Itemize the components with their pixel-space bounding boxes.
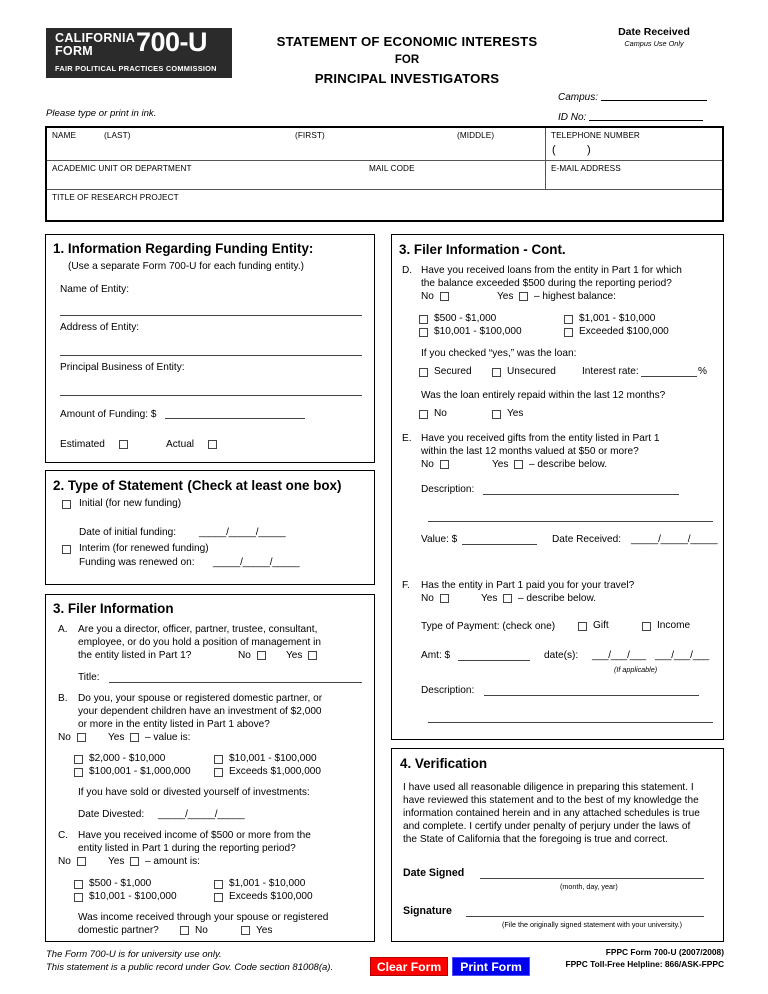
question-b-divest-note: If you have sold or divested yourself of investments:: [78, 787, 310, 798]
question-b-line3: or more in the entity listed in Part 1 above?: [78, 719, 270, 730]
principal-business-input-line[interactable]: [60, 395, 362, 396]
middle-label: (MIDDLE): [457, 131, 495, 140]
question-d-percent-symbol: %: [698, 366, 707, 377]
question-c-range4-checkbox[interactable]: [214, 893, 223, 902]
question-e-line1: Have you received gifts from the entity listed in Part 1: [421, 433, 660, 444]
academic-unit-label: ACADEMIC UNIT OR DEPARTMENT: [52, 164, 192, 173]
form-title-block: [242, 34, 572, 86]
question-e-no-label: No: [421, 459, 434, 470]
question-e-description-label: Description:: [421, 484, 475, 495]
question-c-range3-checkbox[interactable]: [214, 880, 223, 889]
table-row-research-title: [47, 190, 722, 220]
question-c-yes-checkbox[interactable]: [130, 857, 139, 866]
question-c-no-checkbox[interactable]: [77, 857, 86, 866]
question-b-no-checkbox[interactable]: [77, 733, 86, 742]
question-c-spouse-line2: domestic partner?: [78, 925, 159, 936]
question-d-interest-rate-input-line[interactable]: [641, 376, 697, 377]
question-c-range1-checkbox[interactable]: [74, 880, 83, 889]
verification-line3: information contained herein and in any attached schedules is true: [403, 808, 700, 819]
question-d-highest-balance-label: – highest balance:: [534, 291, 616, 302]
question-d-loan-type-question: If you checked “yes,” was the loan:: [421, 348, 577, 359]
question-f-yes-checkbox[interactable]: [503, 594, 512, 603]
form-title-line2: FOR: [394, 54, 420, 66]
question-b-line1: Do you, your spouse or registered domestic partner, or: [78, 693, 323, 704]
question-d-letter: D.: [402, 265, 413, 276]
question-d-interest-rate-label: Interest rate:: [582, 366, 639, 377]
question-e-yes-label: Yes: [492, 459, 509, 470]
question-f-amt-input-line[interactable]: [458, 660, 530, 661]
question-c-range2-label: $10,001 - $100,000: [89, 891, 177, 902]
id-no-input-line[interactable]: [589, 110, 703, 121]
renewed-on-input[interactable]: _____/_____/_____: [213, 557, 300, 568]
fppc-logo: [46, 28, 232, 78]
name-of-entity-label: Name of Entity:: [60, 284, 130, 295]
question-c-spouse-yes-checkbox[interactable]: [241, 926, 250, 935]
logo-form-number: 700-U: [136, 27, 208, 57]
question-d-line1: Have you received loans from the entity in Part 1 for which: [421, 265, 682, 276]
initial-checkbox[interactable]: [62, 500, 71, 509]
question-b-no-label: No: [58, 732, 71, 743]
question-d-unsecured-checkbox[interactable]: [492, 368, 501, 377]
form-header: [46, 26, 722, 123]
part2-heading-note: (Check at least one box): [187, 478, 342, 493]
logo-form-label: FORM: [55, 44, 93, 58]
mail-code-label: MAIL CODE: [369, 164, 415, 173]
question-c-amount-is-label: – amount is:: [145, 856, 200, 867]
question-c-spouse-line1: Was income received through your spouse or registered: [78, 912, 329, 923]
fppc-helpline: FPPC Toll-Free Helpline: 866/ASK-FPPC: [565, 959, 724, 969]
question-f-describe-label: – describe below.: [518, 593, 596, 604]
question-d-range3-label: $1,001 - $10,000: [579, 313, 656, 324]
question-e-description-line1[interactable]: [483, 494, 679, 495]
telephone-label: TELEPHONE NUMBER: [551, 131, 640, 140]
question-f-description-line1[interactable]: [484, 695, 699, 696]
question-e-date-received-input[interactable]: _____/_____/_____: [631, 534, 718, 545]
table-row-department: [47, 161, 722, 190]
question-b-line2: your dependent children have an investment of $2,000: [78, 706, 322, 717]
footer-note-line2: This statement is a public record under Gov. Code section 81008(a).: [46, 962, 334, 973]
fppc-form-number: FPPC Form 700-U (2007/2008): [605, 947, 724, 957]
question-a-letter: A.: [58, 624, 68, 635]
question-f-type-payment-label: Type of Payment: (check one): [421, 621, 556, 632]
question-e-yes-checkbox[interactable]: [514, 460, 523, 469]
question-d-range1-checkbox[interactable]: [419, 315, 428, 324]
form-title-line3: PRINCIPAL INVESTIGATORS: [314, 71, 500, 86]
name-label: NAME: [52, 131, 77, 140]
question-d-secured-checkbox[interactable]: [419, 368, 428, 377]
part1-heading: 1. Information Regarding Funding Entity:: [53, 241, 314, 256]
renewed-on-label: Funding was renewed on:: [79, 557, 195, 568]
question-d-no-checkbox[interactable]: [440, 292, 449, 301]
clear-form-button[interactable]: Clear Form: [370, 957, 448, 976]
form-title-line1: STATEMENT OF ECONOMIC INTERESTS: [276, 34, 538, 49]
question-e-date-received-label: Date Received:: [552, 534, 622, 545]
last-label: (LAST): [104, 131, 131, 140]
signature-input-line[interactable]: [466, 916, 704, 917]
actual-checkbox[interactable]: [208, 440, 217, 449]
question-e-value-input-line[interactable]: [462, 544, 537, 545]
initial-label: Initial (for new funding): [79, 498, 182, 509]
campus-field-row: [558, 90, 707, 103]
question-f-income-label: Income: [657, 620, 691, 631]
campus-label: Campus:: [558, 92, 599, 103]
print-form-button[interactable]: Print Form: [452, 957, 530, 976]
part4-heading: 4. Verification: [400, 756, 488, 771]
question-a-yes-checkbox[interactable]: [308, 651, 317, 660]
campus-input-line[interactable]: [601, 90, 707, 101]
question-a-line2: employee, or do you hold a position of management in: [78, 637, 321, 648]
question-f-gift-label: Gift: [593, 620, 609, 631]
part3-cont-heading: 3. Filer Information -: [399, 242, 532, 257]
question-d-range4-label: Exceeded $100,000: [579, 326, 669, 337]
date-initial-funding-label: Date of initial funding:: [79, 527, 177, 538]
verification-line1: I have used all reasonable diligence in preparing this statement. I: [403, 782, 694, 793]
question-a-title-input-line[interactable]: [109, 682, 362, 683]
research-title-label: TITLE OF RESEARCH PROJECT: [52, 193, 179, 202]
question-b-range1-label: $2,000 - $10,000: [89, 753, 166, 764]
question-f-income-checkbox[interactable]: [642, 622, 651, 631]
question-c-no-label: No: [58, 856, 71, 867]
question-e-no-checkbox[interactable]: [440, 460, 449, 469]
date-received-block: [586, 26, 722, 48]
question-a-line1: Are you a director, officer, partner, trustee, consultant,: [78, 624, 318, 635]
question-d-range2-checkbox[interactable]: [419, 328, 428, 337]
footer-fppc-info: [524, 946, 724, 970]
question-d-no-label: No: [421, 291, 434, 302]
amount-of-funding-label: Amount of Funding: $: [60, 409, 157, 420]
question-a-no-label: No: [238, 650, 251, 661]
signature-label: Signature: [403, 905, 452, 917]
question-c-letter: C.: [58, 830, 69, 841]
question-e-value-label: Value: $: [421, 534, 458, 545]
question-d-yes-label: Yes: [497, 291, 514, 302]
question-c-spouse-yes-label: Yes: [256, 925, 273, 936]
question-b-range4-checkbox[interactable]: [214, 768, 223, 777]
interim-label: Interim (for renewed funding): [79, 543, 209, 554]
question-a-yes-label: Yes: [286, 650, 303, 661]
name-of-entity-input-line[interactable]: [60, 315, 362, 316]
actual-label: Actual: [166, 439, 195, 450]
question-a-line3: the entity listed in Part 1?: [78, 650, 192, 661]
estimated-checkbox[interactable]: [119, 440, 128, 449]
question-e-description-line2[interactable]: [428, 521, 713, 522]
question-d-repaid-question: Was the loan entirely repaid within the last 12 months?: [421, 390, 666, 401]
question-d-yes-checkbox[interactable]: [519, 292, 528, 301]
question-c-range1-label: $500 - $1,000: [89, 878, 152, 889]
question-b-date-divested-label: Date Divested:: [78, 809, 145, 820]
amount-of-funding-input-line[interactable]: [165, 418, 305, 419]
id-no-field-row: [558, 110, 703, 123]
footer-note-line1: The Form 700-U is for university use only.: [46, 949, 222, 960]
verification-line5: the State of California that the foregoing is true and correct.: [403, 834, 668, 845]
question-e-letter: E.: [402, 433, 412, 444]
logo-agency-name: FAIR POLITICAL PRACTICES COMMISSION: [55, 64, 217, 73]
question-d-secured-label: Secured: [434, 366, 472, 377]
question-d-range2-label: $10,001 - $100,000: [434, 326, 522, 337]
part1-box: [45, 234, 375, 463]
question-b-range2-checkbox[interactable]: [214, 755, 223, 764]
question-d-range3-checkbox[interactable]: [564, 315, 573, 324]
part3-cont-heading-row: [399, 241, 566, 259]
part3-left-box: [45, 594, 375, 942]
question-d-repaid-yes-label: Yes: [507, 408, 524, 419]
question-f-amt-label: Amt: $: [421, 650, 451, 661]
question-c-yes-label: Yes: [108, 856, 125, 867]
verification-line2: have reviewed this statement and to the best of my knowledge the: [403, 795, 699, 806]
estimated-label: Estimated: [60, 439, 105, 450]
question-b-range3-checkbox[interactable]: [74, 768, 83, 777]
question-b-value-is-label: – value is:: [145, 732, 191, 743]
row1-divider: [545, 128, 546, 161]
part2-heading-row: [53, 477, 341, 495]
print-in-ink-instruction: Please type or print in ink.: [46, 108, 157, 119]
date-signed-label: Date Signed: [403, 867, 465, 879]
question-f-date1-input[interactable]: ___/___/___: [592, 650, 646, 661]
logo-california-label: CALIFORNIA: [55, 31, 136, 45]
question-f-description-label: Description:: [421, 685, 475, 696]
question-b-letter: B.: [58, 693, 68, 704]
date-signed-input-line[interactable]: [480, 878, 704, 879]
date-received-label: Date Received: [618, 26, 690, 38]
question-f-if-applicable-note: (If applicable): [614, 665, 658, 674]
question-c-spouse-no-checkbox[interactable]: [180, 926, 189, 935]
question-f-date2-input[interactable]: ___/___/___: [655, 650, 709, 661]
interim-checkbox[interactable]: [62, 545, 71, 554]
question-f-description-line2[interactable]: [428, 722, 713, 723]
phone-paren-close: ): [587, 144, 591, 156]
part4-box: [391, 748, 724, 942]
question-c-spouse-no-label: No: [195, 925, 208, 936]
part1-subnote: (Use a separate Form 700-U for each funding entity.): [68, 261, 305, 272]
question-d-repaid-no-checkbox[interactable]: [419, 410, 428, 419]
question-c-range3-label: $1,001 - $10,000: [229, 878, 306, 889]
question-b-range3-label: $100,001 - $1,000,000: [89, 766, 191, 777]
part2-box: [45, 470, 375, 585]
part3-right-box: [391, 234, 724, 740]
part2-heading: 2. Type of Statement: [53, 478, 183, 493]
signature-note: (File the originally signed statement with your university.): [502, 920, 683, 929]
question-c-range2-checkbox[interactable]: [74, 893, 83, 902]
question-c-line2: entity listed in Part 1 during the reporting period?: [78, 843, 296, 854]
table-row-name: [47, 128, 722, 161]
question-f-dates-label: date(s):: [544, 650, 579, 661]
question-d-unsecured-label: Unsecured: [507, 366, 556, 377]
question-f-no-checkbox[interactable]: [440, 594, 449, 603]
question-e-line2: within the last 12 months valued at $50 or more?: [421, 446, 639, 457]
id-no-label: ID No:: [558, 112, 587, 123]
first-label: (FIRST): [295, 131, 325, 140]
question-c-line1: Have you received income of $500 or more from the: [78, 830, 311, 841]
question-b-range2-label: $10,001 - $100,000: [229, 753, 317, 764]
date-initial-funding-input[interactable]: _____/_____/_____: [199, 527, 286, 538]
question-d-repaid-yes-checkbox[interactable]: [492, 410, 501, 419]
question-b-range4-label: Exceeds $1,000,000: [229, 766, 322, 777]
footer-notes: [46, 948, 333, 974]
question-a-title-label: Title:: [78, 672, 100, 683]
question-b-yes-checkbox[interactable]: [130, 733, 139, 742]
principal-business-label: Principal Business of Entity:: [60, 362, 185, 373]
question-d-range1-label: $500 - $1,000: [434, 313, 497, 324]
question-b-date-divested-input[interactable]: _____/_____/_____: [158, 809, 245, 820]
part3-heading: 3. Filer Information: [53, 601, 174, 616]
question-f-no-label: No: [421, 593, 434, 604]
question-c-range4-label: Exceeds $100,000: [229, 891, 313, 902]
question-b-range1-checkbox[interactable]: [74, 755, 83, 764]
question-a-no-checkbox[interactable]: [257, 651, 266, 660]
phone-paren-open: (: [552, 144, 556, 156]
question-b-yes-label: Yes: [108, 732, 125, 743]
address-of-entity-input-line[interactable]: [60, 355, 362, 356]
question-e-describe-label: – describe below.: [529, 459, 607, 470]
question-f-line1: Has the entity in Part 1 paid you for your travel?: [421, 580, 635, 591]
question-f-letter: F.: [402, 580, 410, 591]
verification-line4: and complete. I certify under penalty of perjury under the laws of: [403, 821, 691, 832]
filer-info-table: [45, 126, 724, 222]
email-label: E-MAIL ADDRESS: [551, 164, 621, 173]
part3-cont-label: Cont.: [531, 242, 566, 257]
campus-use-only-note: Campus Use Only: [624, 39, 684, 48]
date-signed-note: (month, day, year): [560, 882, 618, 891]
question-d-repaid-no-label: No: [434, 408, 447, 419]
address-of-entity-label: Address of Entity:: [60, 322, 140, 333]
question-f-gift-checkbox[interactable]: [578, 622, 587, 631]
question-d-range4-checkbox[interactable]: [564, 328, 573, 337]
question-f-yes-label: Yes: [481, 593, 498, 604]
question-d-line2: the balance exceeded $500 during the reporting period?: [421, 278, 672, 289]
row2-divider: [545, 161, 546, 190]
